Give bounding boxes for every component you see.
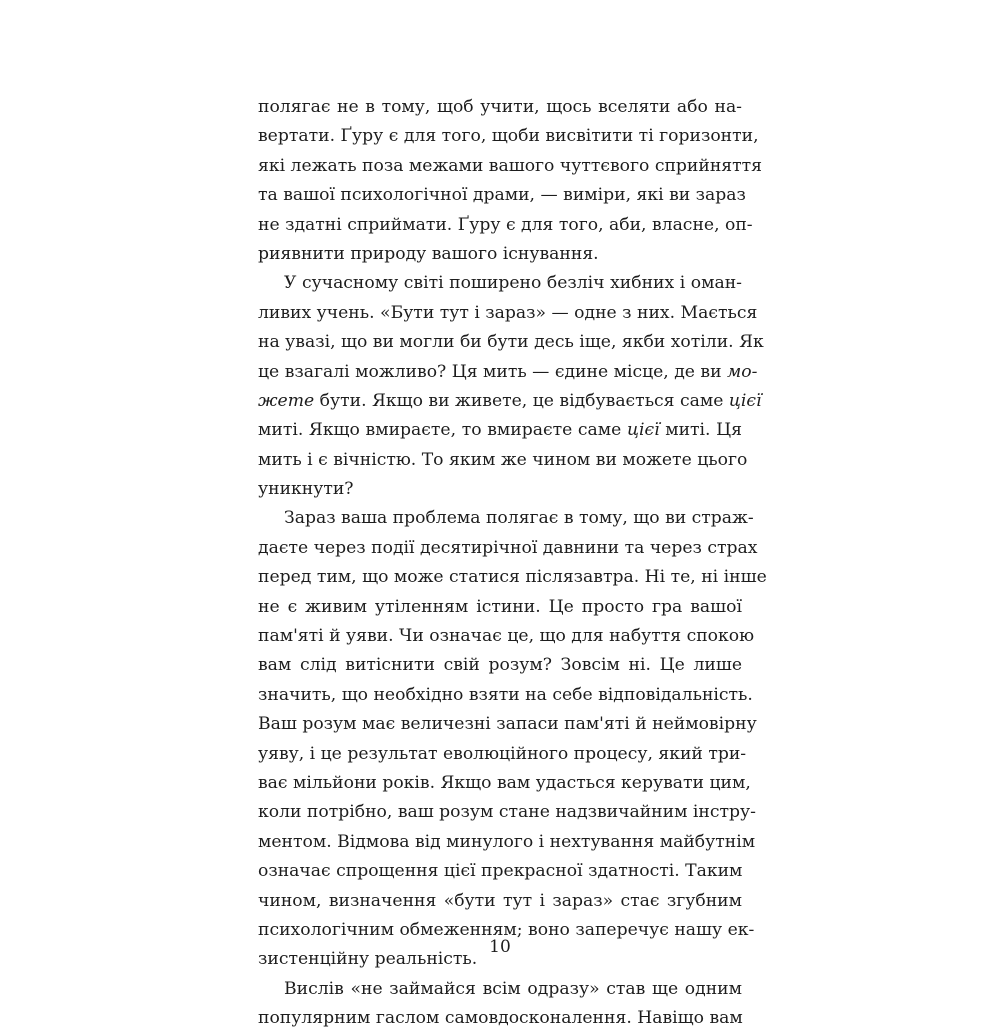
text-line: значить, що необхідно взяти на себе відповідальність. bbox=[258, 684, 753, 705]
text-line: чином, визначення «бути тут і зараз» стає згубним bbox=[258, 890, 742, 911]
text-line: вам слід витіснити свій розум? Зовсім ні. Це лише bbox=[258, 655, 742, 676]
text-line: пам'яті й уяви. Чи означає це, що для набуття спокою bbox=[258, 626, 755, 647]
text-line: риявнити природу вашого існування. bbox=[258, 243, 599, 264]
italic-fragment: цієї bbox=[626, 420, 660, 441]
text-fragment: миті. Ця bbox=[659, 420, 742, 441]
text-line: на увазі, що ви могли би бути десь іще, якби хотіли. Як bbox=[258, 332, 764, 353]
paragraph-1 bbox=[258, 93, 762, 269]
page-number: 10 bbox=[489, 937, 511, 957]
text-line: не є живим утіленням істини. Це просто гра вашої bbox=[258, 596, 742, 617]
text-line: означає спрощення цієї прекрасної здатності. Таким bbox=[258, 861, 743, 882]
text-line: полягає не в тому, щоб учити, щось вселяти або на- bbox=[258, 97, 742, 117]
italic-fragment: жете bbox=[258, 390, 315, 411]
text-line: уяву, і це результат еволюційного процесу, який три- bbox=[258, 743, 747, 764]
text-fragment: миті. Якщо вмираєте, то вмираєте саме bbox=[258, 420, 627, 441]
text-fragment: бути. Якщо ви живете, це відбувається саме bbox=[314, 390, 729, 411]
text-line: та вашої психологічної драми, — виміри, які ви зараз bbox=[258, 185, 746, 206]
text-line: мить і є вічністю. То яким же чином ви можете цього bbox=[258, 449, 748, 470]
text-line: ває мільйони років. Якщо вам удасться керувати цим, bbox=[258, 772, 751, 793]
text-line: уникнути? bbox=[258, 479, 354, 500]
text-line: У сучасному світі поширено безліч хибних і оман- bbox=[284, 273, 742, 294]
text-line: даєте через події десятирічної давнини та через страх bbox=[258, 537, 758, 558]
text-line: психологічним обмеженням; воно заперечує нашу ек- bbox=[258, 919, 755, 940]
italic-fragment: мо- bbox=[727, 361, 758, 382]
paragraph-2 bbox=[258, 269, 764, 504]
text-line: ментом. Відмова від минулого і нехтування майбутнім bbox=[258, 831, 756, 852]
paragraph-4 bbox=[258, 975, 742, 1034]
text-line bbox=[258, 387, 762, 416]
text-line: які лежать поза межами вашого чуттєвого сприйняття bbox=[258, 155, 762, 176]
text-line: не здатні сприймати. Ґуру є для того, аби, власне, оп- bbox=[258, 214, 753, 235]
italic-fragment: цієї bbox=[728, 390, 762, 411]
text-line: перед тим, що може статися післязавтра. Ні те, ні інше bbox=[258, 567, 767, 588]
text-line: Ваш розум має величезні запаси пам'яті й неймовірну bbox=[258, 714, 757, 735]
text-line: вертати. Ґуру є для того, щоби висвітити ті горизонти, bbox=[258, 126, 759, 147]
text-line: коли потрібно, ваш розум стане надзвичайним інстру- bbox=[258, 802, 756, 823]
text-line: популярним гаслом самовдосконалення. Навіщо вам bbox=[258, 1008, 743, 1029]
text-line: зистенційну реальність. bbox=[258, 949, 478, 970]
body-text bbox=[258, 93, 767, 1034]
text-line: Вислів «не займайся всім одразу» став ще одним bbox=[284, 978, 742, 999]
paragraph-3 bbox=[258, 504, 767, 974]
text-line: ливих учень. «Бути тут і зараз» — одне з них. Мається bbox=[258, 302, 758, 323]
text-line bbox=[258, 416, 742, 445]
text-line bbox=[258, 358, 758, 387]
text-line: Зараз ваша проблема полягає в тому, що ви страж- bbox=[284, 508, 754, 529]
text-fragment: це взагалі можливо? Ця мить — єдине місце, де ви bbox=[258, 361, 728, 382]
